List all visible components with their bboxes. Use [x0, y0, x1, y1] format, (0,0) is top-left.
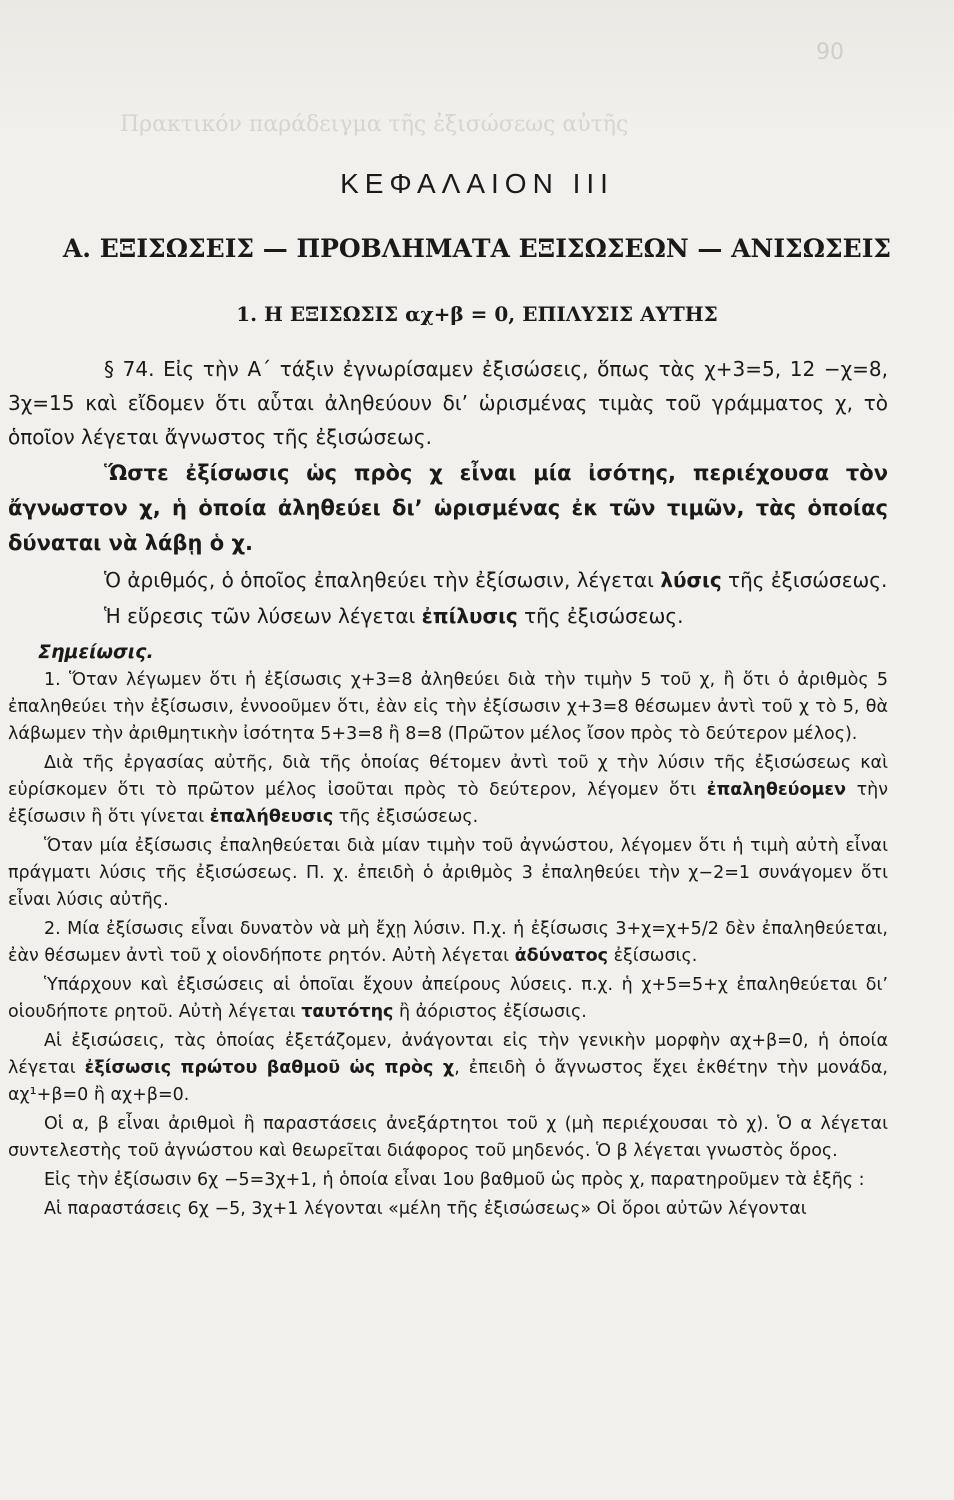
note-1: 1. Ὅταν λέγωμεν ὅτι ἡ ἐξίσωσις χ+3=8 ἀληθεύει διὰ τὴν τιμὴν 5 τοῦ χ, ἢ ὅτι ὁ ἀριθμὸς 5 ἐπαληθεύει τὴν ἐξίσωσιν, ἐννοοῦμεν ὅτι, ἐὰν εἰς τὴν ἐξίσωσιν χ+3=8 θέσωμεν ἀντὶ τοῦ χ τὸ 5, θὰ λάβωμεν τὴν ἀριθμητικὴν ἰσότητα 5+3=8 ἢ 8=8 (Πρῶτον μέλος ἴσον πρὸς τὸ δεύτερον μέλος).: [8, 670, 888, 744]
bleed-through-text: Πρακτικόν παράδειγμα τῆς ἐξισώσεως αὐτῆς: [120, 112, 629, 137]
body-text: [8, 352, 888, 1225]
example-paragraph: Εἰς τὴν ἐξίσωσιν 6χ −5=3χ+1, ἡ ὁποία εἶναι 1ου βαθμοῦ ὡς πρὸς χ, παρατηροῦμεν τὰ ἑξῆς :: [44, 1170, 865, 1190]
solving-definition: Ἡ εὕρεσις τῶν λύσεων λέγεται ἐπίλυσις τῆς ἐξισώσεως.: [104, 604, 684, 628]
section-title: A. ΕΞΙΣΩΣΕΙΣ — ΠΡΟΒΛΗΜΑΤΑ ΕΞΙΣΩΣΕΩΝ — ΑΝΙΣΩΣΕΙΣ: [62, 234, 892, 263]
term-lysis: λύσις: [660, 568, 722, 592]
note-1-verification: Διὰ τῆς ἐργασίας αὐτῆς, διὰ τῆς ὁποίας θέτομεν ἀντὶ τοῦ χ τὴν λύσιν τῆς ἐξισώσεως καὶ εὑρίσκομεν ὅτι τὸ πρῶτον μέλος ἰσοῦται πρὸς τὸ δεύτερον, λέγομεν ὅτι ἐπαληθεύομεν τὴν ἐξίσωσιν ἢ ὅτι γίνεται ἐπαλήθευσις τῆς ἐξισώσεως.: [8, 753, 889, 827]
members-paragraph: Αἱ παραστάσεις 6χ −5, 3χ+1 λέγονται «μέλη τῆς ἐξισώσεως» Οἱ ὅροι αὐτῶν λέγονται: [44, 1199, 807, 1219]
subsection-title: 1. Η ΕΞΙΣΩΣΙΣ αχ+β = 0, ΕΠΙΛΥΣΙΣ ΑΥΤΗΣ: [236, 302, 718, 326]
definition-paragraph: Ὥστε ἐξίσωσις ὡς πρὸς χ εἶναι μία ἰσότης, περιέχουσα τὸν ἄγνωστον χ, ἡ ὁποία ἀληθεύει δι’ ὡρισμένας ἐκ τῶν τιμῶν, τὰς ὁποίας δύναται νὰ λάβῃ ὁ χ.: [8, 461, 888, 555]
paragraph-74: § 74. Εἰς τὴν Α΄ τάξιν ἐγνωρίσαμεν ἐξισώσεις, ὅπως τὰς χ+3=5, 12 −χ=8, 3χ=15 καὶ εἴδομεν ὅτι αὗται ἀληθεύουν δι’ ὡρισμένας τιμὰς τοῦ γράμματος χ, τὸ ὁποῖον λέγεται ἄγνωστος τῆς ἐξισώσεως.: [8, 357, 888, 449]
remark-heading: Σημείωσις.: [38, 641, 154, 663]
term-epilysis: ἐπίλυσις: [421, 604, 518, 628]
general-form: Αἱ ἐξισώσεις, τὰς ὁποίας ἐξετάζομεν, ἀνάγονται εἰς τὴν γενικὴν μορφὴν αχ+β=0, ἡ ὁποία λέγεται ἐξίσωσις πρώτου βαθμοῦ ὡς πρὸς χ, ἐπειδὴ ὁ ἄγνωστος ἔχει ἐκθέτην τὴν μονάδα, αχ¹+β=0 ἢ αχ+β=0.: [8, 1031, 888, 1105]
bleed-page-number: 90: [816, 40, 844, 65]
solution-definition: Ὁ ἀριθμός, ὁ ὁποῖος ἐπαληθεύει τὴν ἐξίσωσιν, λέγεται λύσις τῆς ἐξισώσεως.: [104, 568, 888, 592]
coefficients-paragraph: Οἱ α, β εἶναι ἀριθμοὶ ἢ παραστάσεις ἀνεξάρτητοι τοῦ χ (μὴ περιέχουσαι τὸ χ). Ὁ α λέγεται συντελεστὴς τοῦ ἀγνώστου καὶ θεωρεῖται διάφορος τοῦ μηδενός. Ὁ β λέγεται γνωστὸς ὅρος.: [8, 1114, 888, 1161]
note-2: 2. Μία ἐξίσωσις εἶναι δυνατὸν νὰ μὴ ἔχῃ λύσιν. Π.χ. ἡ ἐξίσωσις 3+χ=χ+5/2 δὲν ἐπαληθεύεται, ἐὰν θέσωμεν ἀντὶ τοῦ χ οἱονδήποτε ρητόν. Αὐτὴ λέγεται ἀδύνατος ἐξίσωσις.: [8, 919, 888, 966]
note-1-solution: Ὅταν μία ἐξίσωσις ἐπαληθεύεται διὰ μίαν τιμὴν τοῦ ἀγνώστου, λέγομεν ὅτι ἡ τιμὴ αὐτὴ εἶναι πράγματι λύσις τῆς ἐξισώσεως. Π. χ. ἐπειδὴ ὁ ἀριθμὸς 3 ἐπαληθεύει τὴν χ−2=1 συνάγομεν ὅτι εἶναι λύσις αὐτῆς.: [8, 836, 888, 910]
note-2-identity: Ὑπάρχουν καὶ ἐξισώσεις αἱ ὁποῖαι ἔχουν ἀπείρους λύσεις. π.χ. ἡ χ+5=5+χ ἐπαληθεύεται δι’ οἱουδήποτε ρητοῦ. Αὐτὴ λέγεται ταυτότης ἢ ἀόριστος ἐξίσωσις.: [8, 975, 888, 1022]
chapter-title: ΚΕΦΑΛΑΙΟΝ III: [340, 168, 614, 199]
